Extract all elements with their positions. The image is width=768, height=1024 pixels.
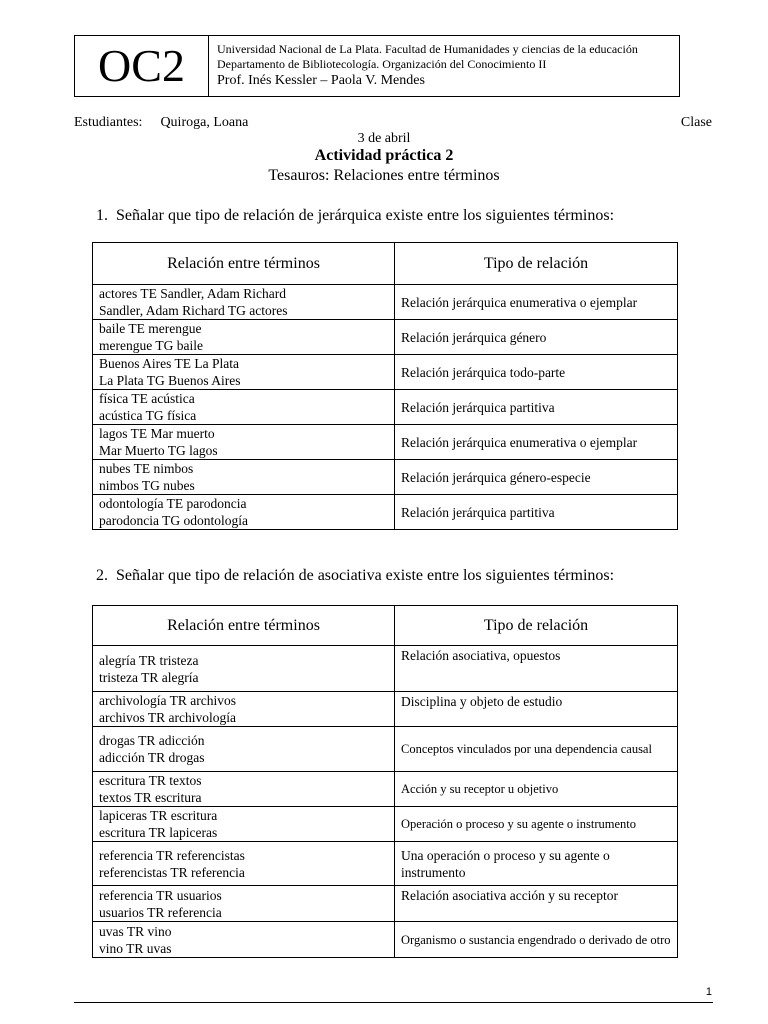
terms-cell [93, 692, 395, 727]
term-line: Sandler, Adam Richard TG actores [99, 303, 288, 318]
terms-cell [93, 727, 395, 772]
term-line: escritura TR lapiceras [99, 825, 218, 840]
terms-cell [93, 807, 395, 842]
relation-type-cell: Relación jerárquica género-especie [395, 460, 678, 495]
table-row [93, 772, 678, 807]
table-row [93, 495, 678, 530]
relation-type-cell: Acción y su receptor u objetivo [395, 772, 678, 807]
course-code: OC2 [75, 36, 209, 96]
terms-cell [93, 495, 395, 530]
term-line: actores TE Sandler, Adam Richard [99, 286, 287, 301]
term-line: referencia TR usuarios [99, 887, 222, 903]
students-line [74, 115, 248, 131]
term-line: Buenos Aires TE La Plata [99, 356, 239, 371]
term-line: archivología TR archivos [99, 693, 236, 708]
term-line: nimbos TG nubes [99, 478, 195, 493]
course-header-box [74, 35, 680, 97]
table-row [93, 807, 678, 842]
question-number: 1. [96, 207, 108, 224]
date: 3 de abril [357, 131, 411, 146]
question-text: Señalar que tipo de relación de jerárquica existe entre los siguientes términos: [116, 207, 615, 224]
question-number: 2. [96, 567, 108, 584]
associative-relations-table [92, 605, 678, 958]
footer-rule [74, 1002, 713, 1003]
table-row [93, 320, 678, 355]
terms-cell [93, 425, 395, 460]
term-line: lapiceras TR escritura [99, 808, 218, 823]
table-row [93, 886, 678, 922]
table-row [93, 692, 678, 727]
relation-type-cell: Conceptos vinculados por una dependencia causal [395, 727, 678, 772]
clase-label: Clase [680, 115, 712, 130]
table-row [93, 842, 678, 886]
table-row [93, 646, 678, 692]
term-line: textos TR escritura [99, 790, 202, 805]
term-line: La Plata TG Buenos Aires [99, 373, 241, 388]
table-header-row [93, 606, 678, 646]
table-row [93, 460, 678, 495]
table-row [93, 285, 678, 320]
term-line: lagos TE Mar muerto [99, 426, 215, 441]
page-title: Actividad práctica 2 [314, 147, 454, 164]
hierarchical-relations-table [92, 242, 678, 530]
question-2 [96, 567, 614, 585]
relation-type-cell: Relación jerárquica género [395, 320, 678, 355]
relation-type-cell: Relación jerárquica enumerativa o ejemplar [395, 285, 678, 320]
term-line: uvas TR vino [99, 923, 172, 939]
student-name: Quiroga, Loana [160, 115, 249, 130]
relation-type-cell: Relación jerárquica partitiva [395, 390, 678, 425]
term-line: referencistas TR referencia [99, 864, 245, 880]
table-row [93, 727, 678, 772]
term-line: física TE acústica [99, 391, 195, 406]
relation-type-cell: Organismo o sustancia engendrado o derivado de otro [395, 922, 678, 958]
term-line: escritura TR textos [99, 773, 202, 788]
term-line: tristeza TR alegría [99, 669, 199, 685]
relation-type-cell: Operación o proceso y su agente o instrumento [395, 807, 678, 842]
column-header: Relación entre términos [93, 606, 395, 646]
terms-cell [93, 320, 395, 355]
term-line: drogas TR adicción [99, 733, 205, 748]
relation-type-cell: Una operación o proceso y su agente o instrumento [395, 842, 678, 886]
professors-line: Prof. Inés Kessler – Paola V. Mendes [217, 73, 425, 88]
terms-cell [93, 355, 395, 390]
term-line: vino TR uvas [99, 940, 172, 956]
column-header: Tipo de relación [395, 606, 678, 646]
term-line: acústica TG física [99, 408, 197, 423]
question-1 [96, 207, 614, 225]
terms-cell [93, 390, 395, 425]
terms-cell [93, 772, 395, 807]
department-line: Departamento de Bibliotecología. Organización del Conocimiento II [217, 57, 547, 71]
relation-type-cell: Relación jerárquica partitiva [395, 495, 678, 530]
relation-type-cell: Relación asociativa acción y su receptor [395, 886, 678, 922]
term-line: usuarios TR referencia [99, 904, 222, 920]
course-info [217, 42, 675, 89]
term-line: nubes TE nimbos [99, 461, 194, 476]
relation-type-cell: Relación jerárquica enumerativa o ejemplar [395, 425, 678, 460]
table-row [93, 390, 678, 425]
relation-type-cell: Disciplina y objeto de estudio [395, 692, 678, 727]
question-text: Señalar que tipo de relación de asociativa existe entre los siguientes términos: [116, 567, 615, 584]
term-line: referencia TR referencistas [99, 847, 245, 863]
term-line: baile TE merengue [99, 321, 202, 336]
column-header: Tipo de relación [395, 243, 678, 285]
terms-cell [93, 285, 395, 320]
terms-cell [93, 922, 395, 958]
students-label: Estudiantes: [74, 115, 143, 130]
table-row [93, 425, 678, 460]
column-header: Relación entre términos [93, 243, 395, 285]
relation-type-cell: Relación jerárquica todo-parte [395, 355, 678, 390]
university-line: Universidad Nacional de La Plata. Facultad de Humanidades y ciencias de la educación [217, 42, 638, 56]
term-line: odontología TE parodoncia [99, 496, 247, 511]
page-number: 1 [705, 986, 712, 998]
relation-type-cell: Relación asociativa, opuestos [395, 646, 678, 692]
term-line: parodoncia TG odontología [99, 513, 248, 528]
term-line: adicción TR drogas [99, 750, 205, 765]
terms-cell [93, 842, 395, 886]
table-header-row [93, 243, 678, 285]
terms-cell [93, 460, 395, 495]
terms-cell [93, 646, 395, 692]
page-subtitle: Tesauros: Relaciones entre términos [268, 167, 500, 184]
term-line: merengue TG baile [99, 338, 203, 353]
table-row [93, 355, 678, 390]
term-line: alegría TR tristeza [99, 652, 199, 668]
table-row [93, 922, 678, 958]
term-line: Mar Muerto TG lagos [99, 443, 218, 458]
term-line: archivos TR archivología [99, 710, 236, 725]
terms-cell [93, 886, 395, 922]
